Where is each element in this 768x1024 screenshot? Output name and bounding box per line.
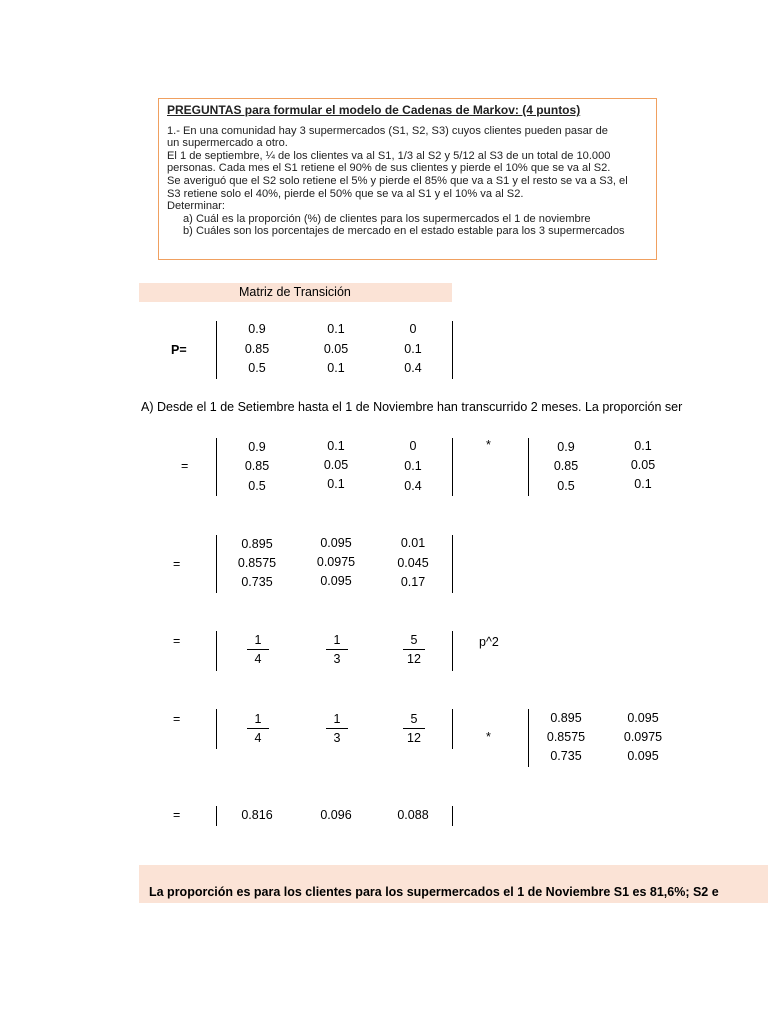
p-squared-label: p^2 (479, 635, 499, 649)
matrix-cell: 0.85 (553, 459, 579, 473)
matrix-cell: 0.9 (248, 322, 266, 336)
matrix-cell: 0.05 (630, 458, 656, 472)
result-cell: 0.088 (397, 808, 429, 822)
matrix-cell: 0.17 (400, 575, 426, 589)
fraction-line (326, 649, 348, 650)
question-title: PREGUNTAS para formular el modelo de Cadenas de Markov: (4 puntos) (167, 103, 581, 117)
part-a-clip (139, 397, 684, 417)
matrix-cell: 0.1 (404, 342, 422, 356)
matrix-bracket-right (452, 438, 453, 496)
matrix-bracket-right (452, 321, 453, 379)
question-sub-item-a: a) Cuál es la proporción (%) de clientes para los supermercados el 1 de noviembre (183, 212, 591, 225)
vector-bracket-right (452, 631, 453, 671)
equals-sign: = (173, 808, 181, 822)
answer-bar (139, 865, 768, 903)
matrix-cell: 0 (409, 322, 417, 336)
fraction (394, 710, 434, 747)
matrix-cell: 0.5 (248, 479, 266, 493)
multiply-sign: * (486, 438, 491, 452)
matrix-cell: 0.85 (244, 342, 270, 356)
fraction (238, 710, 278, 747)
matrix-label-bar (139, 283, 452, 302)
vector-bracket-right (452, 806, 453, 826)
matrix-cell: 0.1 (327, 477, 345, 491)
matrix-cell: 0.0975 (316, 555, 356, 569)
vector-bracket-left (216, 631, 217, 671)
fraction-line (403, 728, 425, 729)
result-cell: 0.816 (241, 808, 273, 822)
matrix-cell: 0.05 (323, 458, 349, 472)
matrix-cell: 0.4 (404, 479, 422, 493)
matrix-cell: 0.095 (320, 574, 352, 588)
matrix-bracket-left (216, 535, 217, 593)
fraction-numerator: 1 (254, 712, 262, 726)
question-sub-item-b: b) Cuáles son los porcentajes de mercado en el estado estable para los 3 supermercados (183, 225, 625, 238)
matrix-cell: 0.095 (627, 711, 659, 725)
part-a-text: A) Desde el 1 de Setiembre hasta el 1 de Noviembre han transcurrido 2 meses. La proporción ser (141, 400, 683, 414)
question-line: S3 retiene solo el 40%, pierde el 50% que se va al S1 y el 10% va al S2. (167, 187, 524, 200)
fraction-numerator: 5 (410, 712, 418, 726)
fraction-denominator: 12 (407, 731, 421, 745)
matrix-cell: 0.9 (248, 440, 266, 454)
matrix-cell: 0.1 (404, 459, 422, 473)
matrix-cell: 0.1 (327, 439, 345, 453)
fraction-denominator: 4 (254, 731, 262, 745)
equals-sign: = (173, 634, 181, 648)
matrix-cell: 0.5 (248, 361, 266, 375)
vector-bracket-left (216, 709, 217, 749)
question-line: un supermercado a otro. (167, 137, 288, 150)
matrix-cell: 0.1 (634, 477, 652, 491)
result-cell: 0.096 (320, 808, 352, 822)
fraction-numerator: 1 (333, 633, 341, 647)
matrix-bracket-left (216, 438, 217, 496)
matrix-bracket-left (216, 321, 217, 379)
fraction (317, 710, 357, 747)
matrix-cell: 0.8575 (237, 556, 277, 570)
matrix-label: Matriz de Transición (239, 285, 351, 299)
fraction-numerator: 1 (333, 712, 341, 726)
answer-text: La proporción es para los clientes para los supermercados el 1 de Noviembre S1 es 81,6%; S2 e (149, 885, 719, 899)
fraction (317, 631, 357, 668)
fraction-denominator: 4 (254, 652, 262, 666)
matrix-cell: 0.85 (244, 459, 270, 473)
vector-bracket-left (216, 806, 217, 826)
matrix-cell: 0.895 (550, 711, 582, 725)
matrix-cell: 0.1 (634, 439, 652, 453)
question-line: 1.- En una comunidad hay 3 supermercados (S1, S2, S3) cuyos clientes pueden pasar de (167, 124, 608, 137)
matrix-cell: 0.05 (323, 342, 349, 356)
p-label: P= (171, 343, 187, 357)
matrix-cell: 0.095 (320, 536, 352, 550)
equals-sign: = (173, 712, 181, 726)
question-box (158, 98, 657, 260)
fraction-numerator: 1 (254, 633, 262, 647)
matrix-cell: 0.895 (241, 537, 273, 551)
question-line: personas. Cada mes el S1 retiene el 90% de sus clientes y pierde el 10% que se va al S2. (167, 162, 611, 175)
matrix-cell: 0.1 (327, 361, 345, 375)
matrix-bracket-left (528, 709, 529, 767)
fraction (394, 631, 434, 668)
equals-sign: = (181, 459, 189, 473)
matrix-bracket-left (528, 438, 529, 496)
fraction-line (403, 649, 425, 650)
question-line: El 1 de septiembre, ¼ de los clientes va al S1, 1/3 al S2 y 5/12 al S3 de un total de 10.000 (167, 149, 611, 162)
fraction-line (247, 649, 269, 650)
vector-bracket-right (452, 709, 453, 749)
matrix-cell: 0.9 (557, 440, 575, 454)
matrix-cell: 0.4 (404, 361, 422, 375)
fraction-line (247, 728, 269, 729)
fraction-denominator: 3 (333, 652, 341, 666)
fraction-denominator: 3 (333, 731, 341, 745)
fraction-line (326, 728, 348, 729)
question-line: Se averiguó que el S2 solo retiene el 5% y pierde el 85% que va a S1 y el resto se va a S3, el (167, 174, 628, 187)
matrix-cell: 0.045 (397, 556, 429, 570)
matrix-cell: 0.735 (241, 575, 273, 589)
matrix-cell: 0.0975 (623, 730, 663, 744)
matrix-cell: 0.01 (400, 536, 426, 550)
matrix-bracket-right (452, 535, 453, 593)
matrix-cell: 0 (409, 439, 417, 453)
matrix-cell: 0.5 (557, 479, 575, 493)
fraction-denominator: 12 (407, 652, 421, 666)
matrix-cell: 0.735 (550, 749, 582, 763)
multiply-sign: * (486, 730, 491, 744)
matrix-cell: 0.8575 (546, 730, 586, 744)
fraction-numerator: 5 (410, 633, 418, 647)
fraction (238, 631, 278, 668)
matrix-cell: 0.1 (327, 322, 345, 336)
equals-sign: = (173, 557, 181, 571)
question-line: Determinar: (167, 200, 225, 213)
matrix-cell: 0.095 (627, 749, 659, 763)
